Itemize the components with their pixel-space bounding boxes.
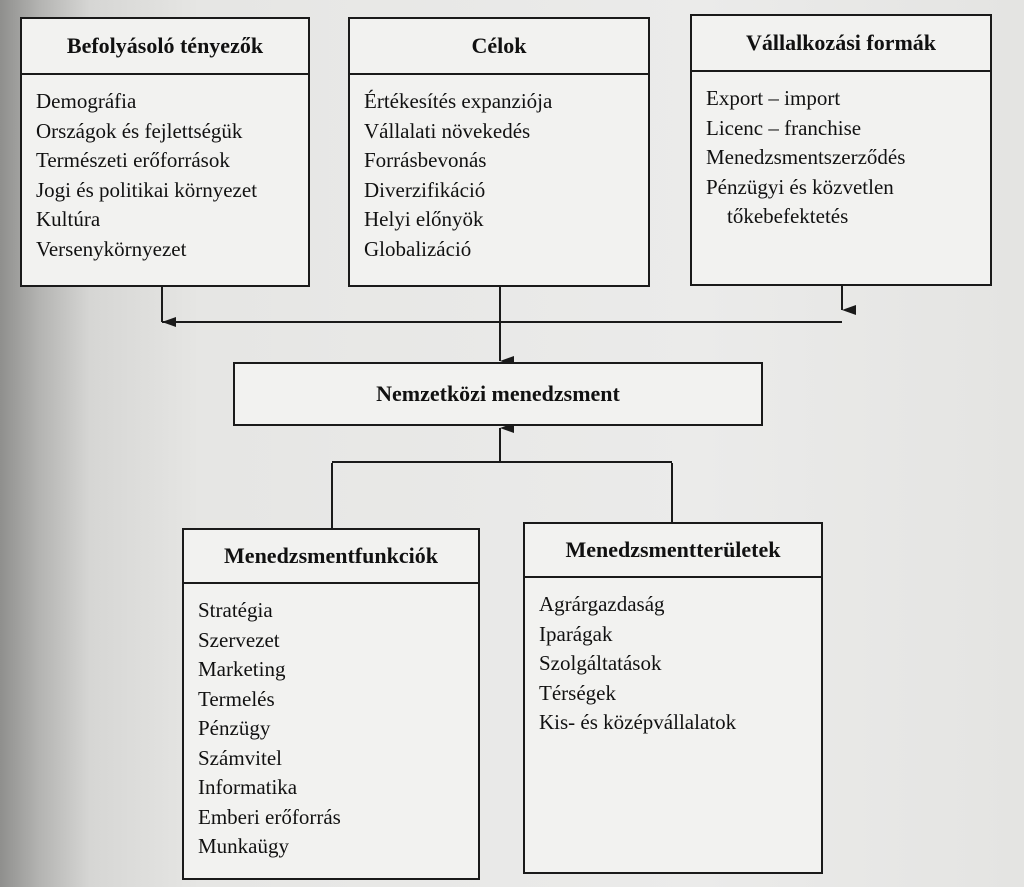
list-item: Munkaügy [198,834,289,858]
list-item: Stratégia [198,598,273,622]
list-item: Helyi előnyök [364,207,484,231]
list-item: Számvitel [198,745,282,770]
list-item: Forrásbevonás [364,148,487,172]
list-item: Országok és fejlettségük [36,118,243,143]
list-item: Versenykörnyezet [36,236,187,261]
international-management-box: Nemzetközi menedzsment [233,362,763,426]
management-functions-list [184,584,478,862]
management-areas-list [525,578,821,738]
business-forms-title: Vállalkozási formák [692,16,990,72]
management-areas-box [523,522,823,874]
list-item: Marketing [198,657,286,681]
management-functions-box [182,528,480,880]
list-item: Természeti erőforrások [36,148,230,172]
list-item: Vállalati növekedés [364,118,531,143]
list-item: Agrárgazdaság [539,592,665,616]
list-item: Kis- és középvállalatok [539,710,737,734]
list-item: Menedzsmentszerződés [706,145,906,169]
business-forms-box [690,14,992,286]
list-item: Kultúra [36,207,101,231]
list-item: Termelés [198,686,275,711]
list-item: Értékesítés expanziója [364,89,553,113]
list-item: Diverzifikáció [364,177,486,202]
goals-title: Célok [350,19,648,75]
influencing-factors-list [22,75,308,264]
list-item: Iparágak [539,621,613,646]
list-item: Export – import [706,86,841,110]
list-item: Licenc – franchise [706,115,862,140]
list-item: Pénzügy [198,716,271,740]
list-item: Szolgáltatások [539,651,662,675]
list-item: Jogi és politikai környezet [36,177,258,202]
management-areas-title: Menedzsmentterületek [525,524,821,578]
list-item: Emberi erőforrás [198,804,341,829]
influencing-factors-box [20,17,310,287]
list-item: Demográfia [36,89,137,113]
goals-box [348,17,650,287]
list-item: Pénzügyi és közvetlen [706,174,894,199]
goals-list [350,75,648,264]
business-forms-list [692,72,990,232]
list-item: tőkebefektetés [706,204,849,228]
management-functions-title: Menedzsmentfunkciók [184,530,478,584]
list-item: Szervezet [198,627,280,652]
list-item: Informatika [198,775,298,799]
influencing-factors-title: Befolyásoló tényezők [22,19,308,75]
list-item: Térségek [539,680,616,705]
list-item: Globalizáció [364,236,472,261]
